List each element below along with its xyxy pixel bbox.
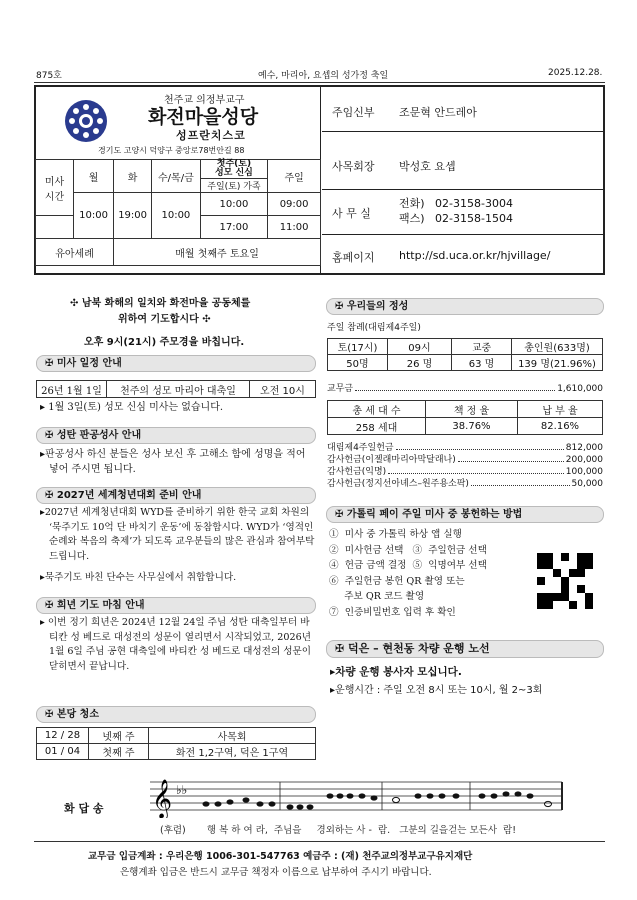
confession-text: 판공성사 하신 분들은 성사 보신 후 고해소 함에 성명을 적어 넣어 주시면 됩니다.: [45, 449, 306, 475]
rate-value: 258 세대: [328, 418, 426, 435]
rate-header: 책 정 율: [426, 401, 518, 418]
header-rule: [34, 82, 605, 83]
event-note: ▸ 1월 3일(토) 성모 신심 미사는 없습니다.: [40, 402, 224, 413]
att-header: 총인원(633명): [512, 339, 603, 355]
contact-row-office: [322, 190, 605, 235]
rate-value: 82.16%: [518, 418, 603, 435]
contact-value: 전화) 02-3158-3004 팩스) 02-3158-1504: [399, 197, 513, 225]
cleaning-group: 사목회: [149, 728, 316, 744]
offering-items: [327, 441, 603, 489]
event-date: 26년 1월 1일: [37, 381, 107, 398]
contact-label: 홈페이지: [332, 251, 375, 264]
rate-value: 38.76%: [426, 418, 518, 435]
col-tue: 화: [114, 160, 152, 193]
cleaning-group: 화전 1,2구역, 덕은 1구역: [149, 744, 316, 760]
app-steps: [329, 527, 539, 620]
leader-dots: [471, 485, 570, 486]
wyd-note-1: ▸2027년 세계청년대회 WYD를 준비하기 위한 한국 교회 차원의 ‘묵주기도 10억 단 바치기 운동’에 동참합시다. WYD가 ‘영적인 순례와 복음의 축제’가 되도록 교우분들의 많은 관심과 참여부탁드립니다.: [40, 507, 315, 562]
parish-info-box: [34, 85, 605, 275]
issue-number: 875호: [36, 71, 62, 81]
contacts-panel: [322, 87, 605, 273]
rate-table: [327, 400, 603, 435]
app-step: ④ 헌금 금액 결정 ⑤ 익명여부 선택: [329, 560, 487, 571]
mass-time-label-cell: [36, 216, 74, 239]
leader-dots: [458, 461, 564, 462]
qr-code-icon[interactable]: [537, 551, 593, 611]
leader-dots: [388, 473, 564, 474]
parish-address: 경기도 고양시 덕양구 중앙로78번안길 88: [98, 146, 245, 155]
parish-patron: 성프란치스코: [176, 129, 246, 142]
contact-row-homepage: [322, 235, 605, 273]
sat-time-1: 10:00: [200, 193, 268, 216]
contact-label: 주임신부: [332, 106, 375, 119]
treble-clef-icon: 𝄞: [152, 779, 173, 818]
app-step: ② 미사헌금 선택 ③ 주일헌금 선택: [329, 544, 487, 556]
footer-rule: [34, 841, 605, 842]
col-mon: 월: [74, 160, 114, 193]
offering-item-value: 812,000: [565, 443, 603, 453]
section-jubilee: ✠ 희년 기도 마침 안내: [36, 597, 316, 614]
issue-date: 2025.12.28.: [548, 68, 603, 78]
att-value: 26 명: [388, 355, 452, 371]
mass-event-table: [36, 380, 316, 398]
prayer-line-2: 위하여 기도합시다 ✣: [118, 314, 211, 325]
app-step: ① 미사 중 가톨릭 하상 앱 실행: [329, 529, 462, 540]
offering-item-label: 대림제4주일헌금: [327, 443, 394, 453]
att-value: 63 명: [452, 355, 512, 371]
rate-header: 총 세 대 수: [328, 401, 426, 418]
confession-note: ▸판공성사 하신 분들은 성사 보신 후 고해소 함에 성명을 적어 넣어 주시면 됩니다.: [40, 449, 306, 475]
wyd-note-2: ▸묵주기도 바친 단수는 사무실에서 취합합니다.: [40, 572, 237, 583]
wyd-text-1: 2027년 세계청년대회 WYD를 준비하기 위한 한국 교회 차원의 ‘묵주기도 10억 단 바치기 운동’에 동참합시다. WYD가 ‘영적인 순례와 복음의 축제’가 되도록 교우분들의 많은 관심과 참여부탁드립니다.: [44, 507, 315, 562]
collection-label: 교무금: [327, 384, 354, 394]
offering-item-label: 감사헌금(이젤래마리아막달래나): [327, 455, 456, 465]
hymn-label: 화 답 송: [64, 802, 104, 815]
col-sun: 주일: [268, 160, 321, 193]
infant-baptism-label: 유아세례: [36, 239, 114, 266]
app-step: 주보 QR 코드 촬영: [329, 591, 425, 602]
music-staff: [150, 774, 570, 818]
offering-subtitle: 주일 참례(대림제4주일): [327, 323, 421, 333]
bus-line-2: ▸운행시간 : 주일 오전 8시 또는 10시, 월 2~3회: [330, 685, 543, 696]
contact-row-priest: [322, 87, 605, 132]
section-wyd: ✠ 2027년 세계청년대회 준비 안내: [36, 487, 316, 504]
parish-name: 화전마을성당: [148, 106, 259, 128]
homepage-link[interactable]: http://sd.uca.or.kr/hjvillage/: [399, 249, 551, 262]
col-first-sat: 첫주(토) 성모 신심: [200, 160, 268, 179]
cleaning-week: 넷째 주: [89, 728, 149, 744]
cleaning-date: 12 / 28: [37, 728, 89, 744]
footer-note: 은행계좌 입금은 반드시 교무금 책정자 이름으로 납부하여 주시기 바랍니다.: [120, 867, 432, 878]
sun-time-1: 09:00: [268, 193, 321, 216]
contact-label: 사목회장: [332, 160, 375, 173]
section-confession: ✠ 성탄 판공성사 안내: [36, 427, 316, 444]
offering-item: [327, 477, 603, 489]
parish-logo-icon: [64, 99, 108, 143]
bus-line-1: ▸차량 운행 봉사자 모십니다.: [330, 666, 462, 678]
event-title: 천주의 성모 마리아 대축일: [107, 381, 250, 398]
att-header: 교중: [452, 339, 512, 355]
mass-schedule-table: [35, 159, 321, 266]
collection-value: 1,610,000: [557, 384, 603, 394]
event-note-text: 1월 3일(토) 성모 신심 미사는 없습니다.: [48, 402, 224, 413]
wyd-text-2: 묵주기도 바친 단수는 사무실에서 취합합니다.: [44, 572, 237, 583]
col-sat-family: 주일(토) 가족: [200, 179, 268, 193]
music-notes: [203, 791, 552, 809]
infant-baptism-value: 매월 첫째주 토요일: [114, 239, 321, 266]
key-flat-icon: ♭♭: [176, 783, 188, 797]
feast-title: 예수, 마리아, 요셉의 성가정 축일: [258, 71, 389, 81]
app-step: ⑥ 주일헌금 봉헌 QR 촬영 또는: [329, 575, 465, 587]
prayer-line-3: 오후 9시(21시) 주모경을 바칩니다.: [84, 337, 245, 348]
wedfri-time: 10:00: [152, 193, 201, 239]
cleaning-date: 01 / 04: [37, 744, 89, 760]
event-time: 오전 10시: [250, 381, 316, 398]
att-value: 139 명(21.96%): [512, 355, 603, 371]
att-header: 토(17시): [328, 339, 388, 355]
sat-time-2: 17:00: [200, 216, 268, 239]
bus-line-2-text: 운행시간 : 주일 오전 8시 또는 10시, 월 2~3회: [335, 685, 543, 696]
footer-account: 교무금 입금계좌 : 우리은행 1006-301-547763 예금주 : (재) 천주교의정부교구유지재단: [88, 851, 473, 862]
leader-dots: [396, 449, 564, 450]
jubilee-note: ▸ 이번 정기 희년은 2024년 12월 24일 주님 성탄 대축일부터 바티칸 성 베드로 대성전의 성문이 열리면서 시작되었고, 2026년 1월 6일 주님 공현 대축일에 바티칸 성 베드로 대성전의 성문이 닫히면서 끝납니다.: [40, 617, 312, 672]
sun-time-2: 11:00: [268, 216, 321, 239]
leader-dots: [355, 390, 555, 391]
section-mass-event: ✠ 미사 일정 안내: [36, 355, 316, 372]
col-wedfri: 수/목/금: [152, 160, 201, 193]
mon-time: 10:00: [74, 193, 114, 239]
contact-value: 조문혁 안드레아: [399, 106, 477, 119]
offering-item-value: 100,000: [565, 467, 603, 477]
rate-header: 납 부 율: [518, 401, 603, 418]
diocese-name: 천주교 의정부교구: [164, 95, 245, 106]
section-offering: ✠ 우리들의 정성: [326, 298, 604, 315]
att-value: 50명: [328, 355, 388, 371]
contact-label: 사 무 실: [332, 207, 371, 220]
offering-item-value: 50,000: [571, 479, 603, 489]
offering-item-label: 감사헌금(익명): [327, 467, 387, 477]
section-cleaning: ✠ 본당 청소: [36, 706, 316, 723]
hymn-lyrics: (후렴) 행 복 하 여 라, 주님을 경외하는 사 - 람. 그분의 길을걷는 모든사 람!: [160, 825, 517, 836]
bus-line-1-text: 차량 운행 봉사자 모십니다.: [335, 666, 462, 678]
mass-time-label: 미사 시간: [36, 160, 74, 216]
contact-row-council: [322, 132, 605, 190]
offering-item-label: 감사헌금(정지선아녜스–원주용소팍): [327, 479, 469, 489]
cleaning-week: 첫째 주: [89, 744, 149, 760]
contact-value: 박성호 요셉: [399, 160, 456, 173]
jubilee-text: 이번 정기 희년은 2024년 12월 24일 주님 성탄 대축일부터 바티칸 성 베드로 대성전의 성문이 열리면서 시작되었고, 2026년 1월 6일 주님 공현 대축일에 바티칸 성 베드로 대성전의 성문이 닫히면서 끝납니다.: [44, 617, 312, 672]
attendance-table: [327, 338, 603, 371]
prayer-line-1: ✣ 남북 화해의 일치와 화전마을 공동체를: [70, 298, 251, 309]
section-app-offering: ✠ 가톨릭 페이 주일 미사 중 봉헌하는 방법: [326, 506, 604, 523]
tue-time: 19:00: [114, 193, 152, 239]
section-bus: ✠ 덕은 – 현천동 차량 운행 노선: [326, 640, 604, 658]
parish-left-panel: [36, 87, 321, 273]
att-header: 09시: [388, 339, 452, 355]
collection-row: [327, 383, 603, 394]
cleaning-table: [36, 727, 316, 760]
offering-item-value: 200,000: [565, 455, 603, 465]
app-step: ⑦ 인증비밀번호 입력 후 확인: [329, 606, 456, 618]
